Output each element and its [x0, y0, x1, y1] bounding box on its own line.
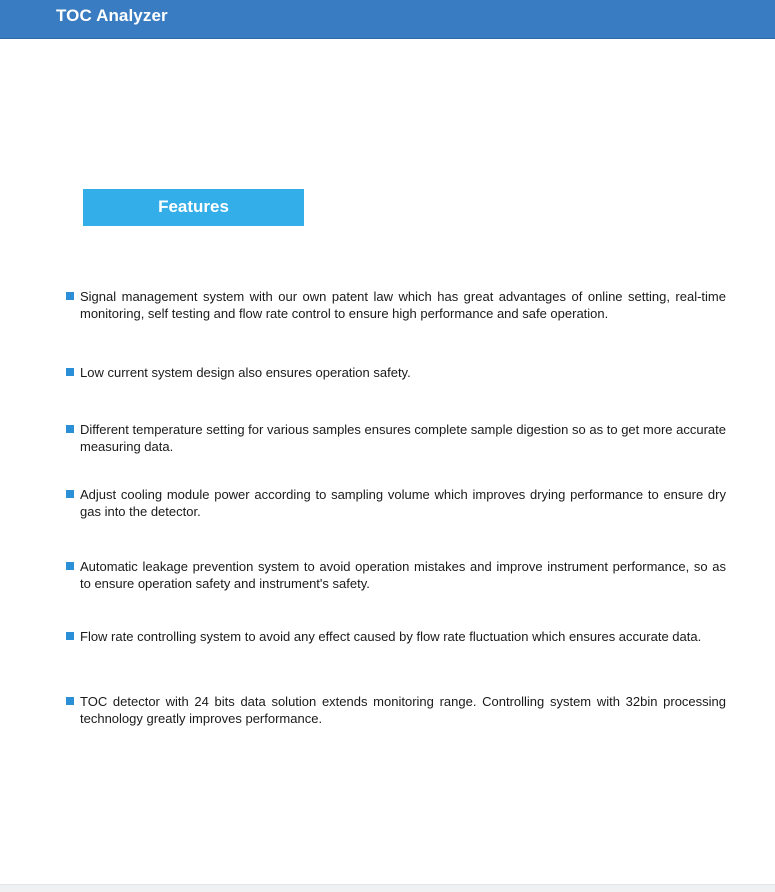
square-bullet-icon: [66, 697, 74, 705]
square-bullet-icon: [66, 368, 74, 376]
features-section-badge: Features: [83, 189, 304, 226]
square-bullet-icon: [66, 632, 74, 640]
feature-text: Low current system design also ensures operation safety.: [80, 365, 411, 380]
feature-item-flow-rate-control: [66, 628, 726, 645]
feature-item-leakage-prevention: [66, 558, 726, 592]
header-bar: [0, 0, 775, 39]
square-bullet-icon: [66, 425, 74, 433]
feature-item-low-current: [66, 364, 726, 381]
feature-text: TOC detector with 24 bits data solution extends monitoring range. Controlling system with 32bin processing technology greatly improves performance.: [80, 694, 726, 726]
square-bullet-icon: [66, 292, 74, 300]
feature-text: Flow rate controlling system to avoid any effect caused by flow rate fluctuation which ensures accurate data.: [80, 629, 702, 644]
feature-item-cooling-module: [66, 486, 726, 520]
feature-item-toc-detector: [66, 693, 726, 727]
feature-text: Automatic leakage prevention system to avoid operation mistakes and improve instrument performance, so as to ensure operation safety and instrument's safety.: [80, 559, 726, 591]
feature-text: Signal management system with our own patent law which has great advantages of online setting, real-time monitoring, self testing and flow rate control to ensure high performance and safe operation.: [80, 289, 726, 321]
feature-item-signal-management: [66, 288, 726, 322]
feature-text: Adjust cooling module power according to sampling volume which improves drying performance to ensure dry gas into the detector.: [80, 487, 726, 519]
square-bullet-icon: [66, 562, 74, 570]
feature-item-temperature-setting: [66, 421, 726, 455]
square-bullet-icon: [66, 490, 74, 498]
feature-text: Different temperature setting for various samples ensures complete sample digestion so as to get more accurate measuring data.: [80, 422, 726, 454]
page-title: TOC Analyzer: [56, 6, 168, 25]
